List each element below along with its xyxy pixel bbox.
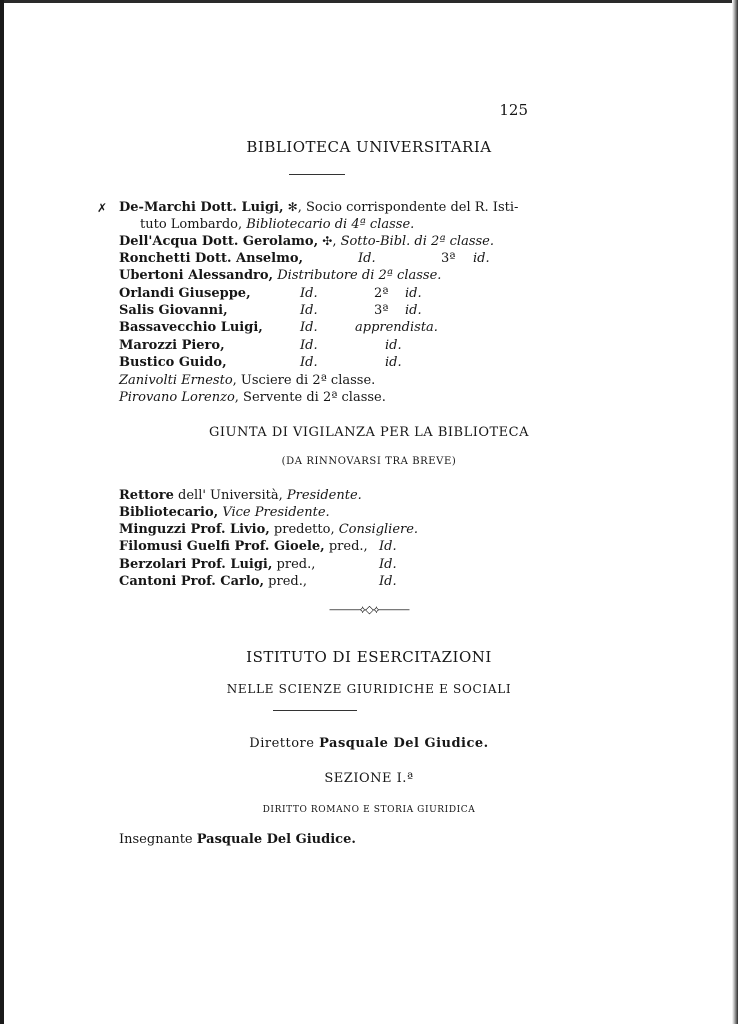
giunta-member-role: Id.	[379, 557, 397, 572]
staff-role: Id.	[300, 320, 318, 335]
giunta-member: Filomusi Guelfi Prof. Gioele, pred.,	[119, 539, 368, 554]
staff-class: 3ª	[441, 251, 456, 266]
istituto-title: ISTITUTO DI ESERCITAZIONI	[246, 648, 492, 666]
staff-class-id: id.	[405, 286, 422, 301]
staff-entry-pirovano: Pirovano Lorenzo, Servente di 2ª classe.	[119, 390, 386, 405]
staff-name: Salis Giovanni,	[119, 303, 228, 318]
staff-name: Bustico Guido,	[119, 355, 227, 370]
section-subtitle: DIRITTO ROMANO E STORIA GIURIDICA	[262, 805, 476, 815]
staff-entry-dellacqua: Dell'Acqua Dott. Gerolamo, ✣, Sotto-Bibl. di 2ª classe.	[119, 234, 494, 249]
staff-class-id: id.	[385, 355, 402, 370]
staff-class-id: id.	[473, 251, 490, 266]
teacher-line: Insegnante Pasquale Del Giudice.	[119, 832, 356, 847]
istituto-subtitle: NELLE SCIENZE GIURIDICHE E SOCIALI	[226, 682, 512, 696]
director-line: Direttore Pasquale Del Giudice.	[249, 736, 489, 751]
staff-role: Id.	[300, 355, 318, 370]
giunta-member: Minguzzi Prof. Livio, predetto, Consigliere.	[119, 522, 419, 537]
title-rule	[289, 174, 345, 175]
section-title: SEZIONE I.ª	[324, 771, 414, 786]
page-top-edge	[0, 0, 738, 3]
staff-role: Id.	[300, 303, 318, 318]
istituto-rule	[273, 710, 357, 711]
giunta-member: Rettore dell' Università, Presidente.	[119, 488, 362, 503]
staff-entry-demarchi: De-Marchi Dott. Luigi, ✻, Socio corrispondente del R. Isti-	[119, 200, 519, 215]
margin-mark: ✗	[97, 201, 108, 215]
staff-class-id: id.	[385, 338, 402, 353]
staff-class-id: id.	[405, 303, 422, 318]
staff-entry-ubertoni: Ubertoni Alessandro, Distributore di 2ª classe.	[119, 268, 442, 283]
page-number: 125	[499, 101, 528, 119]
giunta-member: Cantoni Prof. Carlo, pred.,	[119, 574, 307, 589]
staff-entry-zanivolti: Zanivolti Ernesto, Usciere di 2ª classe.	[119, 373, 376, 388]
staff-role: Id.	[300, 286, 318, 301]
staff-role: Id.	[358, 251, 376, 266]
staff-class: 3ª	[374, 303, 389, 318]
giunta-member-role: Id.	[379, 539, 397, 554]
staff-role: Id.	[300, 338, 318, 353]
giunta-subtitle: (DA RINNOVARSI TRA BREVE)	[281, 456, 457, 467]
staff-name: Orlandi Giuseppe,	[119, 286, 251, 301]
star-icon: ✻	[287, 200, 298, 214]
staff-name: Ronchetti Dott. Anselmo,	[119, 251, 304, 266]
giunta-member-role: Id.	[379, 574, 397, 589]
ornament-divider: ———⟡◇⟡———	[328, 603, 409, 616]
giunta-member: Berzolari Prof. Luigi, pred.,	[119, 557, 316, 572]
staff-entry-demarchi-cont: tuto Lombardo, Bibliotecario di 4ª classe.	[140, 217, 415, 232]
giunta-member: Bibliotecario, Vice Presidente.	[119, 505, 330, 520]
library-title: BIBLIOTECA UNIVERSITARIA	[246, 138, 492, 156]
giunta-title: GIUNTA DI VIGILANZA PER LA BIBLIOTECA	[209, 425, 529, 440]
staff-class: 2ª	[374, 286, 389, 301]
staff-name: Bassavecchio Luigi,	[119, 320, 263, 335]
staff-name: Marozzi Piero,	[119, 338, 225, 353]
staff-class-id: apprendista.	[355, 320, 438, 335]
cross-icon: ✣	[322, 234, 333, 248]
